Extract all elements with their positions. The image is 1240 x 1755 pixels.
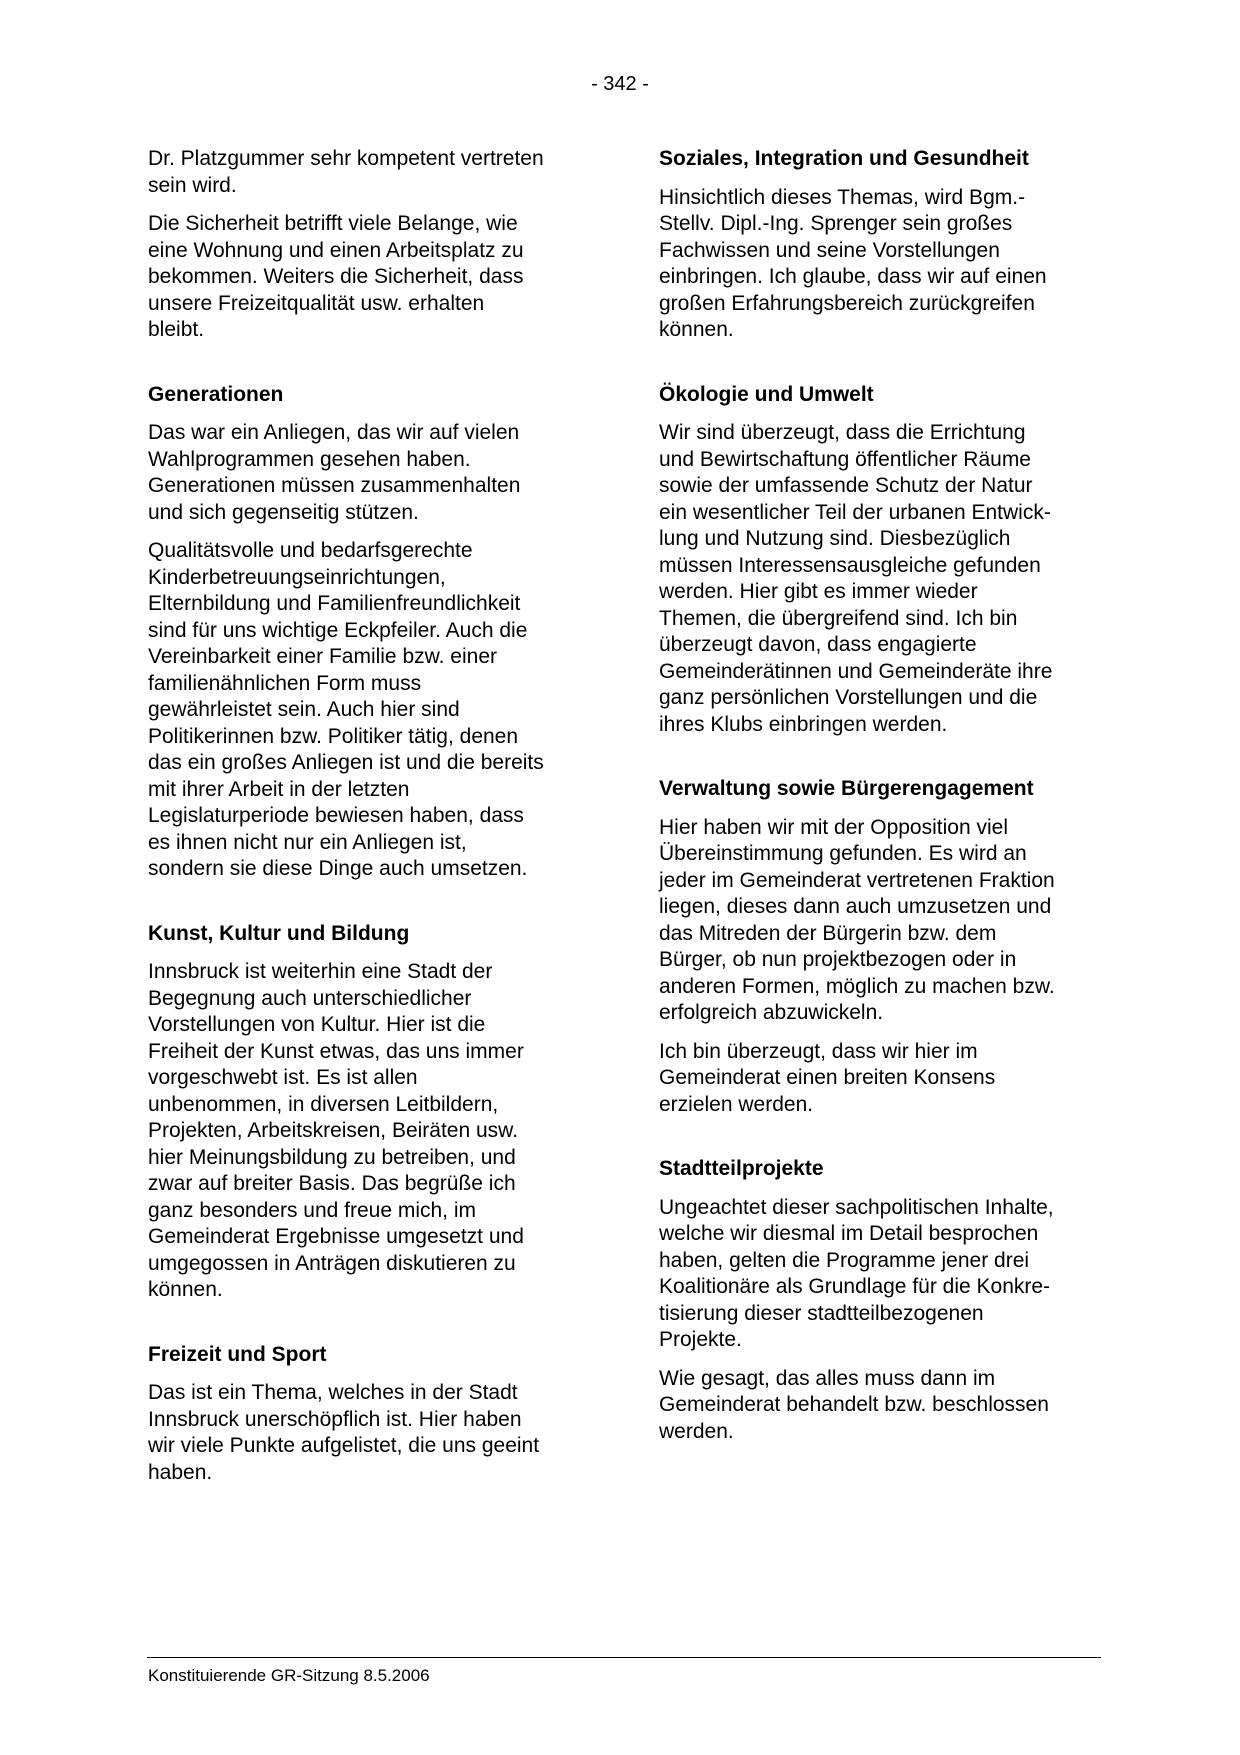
- section-soziales: [659, 146, 1104, 344]
- paragraph: Wie gesagt, das alles muss dann im Gemeinderat behandelt bzw. beschlossen werden.: [659, 1366, 1049, 1443]
- paragraph: Innsbruck ist weiterhin eine Stadt der Begegnung auch unterschiedlicher Vorstellungen von Kultur. Hier ist die Freiheit der Kunst etwas, das uns immer vorgeschwebt ist. Es ist allen unbenommen, in diversen Leitbildern, Projekten, Arbeitskreisen, Beiräten usw. hier Meinungsbildung zu betreiben, und zwar auf breiter Basis. Das begrüße ich ganz besonders und freue mich, im Gemeinderat Ergebnisse umgesetzt und umgegossen in Anträgen diskutieren zu können.: [148, 960, 524, 1301]
- paragraph: Hinsichtlich dieses Themas, wird Bgm.- Stellv. Dipl.-Ing. Sprenger sein großes Fachwissen und seine Vorstellungen einbringen. Ich glaube, dass wir auf einen großen Erfahrungsbereich zurückgreifen können.: [659, 185, 1047, 341]
- section-heading: Generationen: [148, 382, 284, 406]
- section-heading: Freizeit und Sport: [148, 1342, 327, 1366]
- paragraph: Wir sind überzeugt, dass die Errichtung und Bewirtschaftung öffentlicher Räume sowie der umfassende Schutz der Natur ein wesentlicher Teil der urbanen Entwick- lung und Nutzung sind. Diesbezüglich müssen Interessensausgleiche gefunden werden. Hier gibt es immer wieder Themen, die übergreifend sind. Ich bin überzeugt davon, dass engagierte Gemeinderätinnen und Gemeinderäte ihre ganz persönlichen Vorstellungen und die ihres Klubs einbringen werden.: [659, 421, 1053, 736]
- left-column: [148, 146, 588, 1498]
- paragraph: Ich bin überzeugt, dass wir hier im Gemeinderat einen breiten Konsens erzielen werden.: [659, 1039, 996, 1116]
- section-heading: Verwaltung sowie Bürgerengagement: [659, 777, 1034, 800]
- right-column: [659, 146, 1104, 1457]
- page-number: - 342 -: [591, 73, 649, 95]
- section-stadtteilprojekte: [659, 1156, 1104, 1445]
- paragraph: Ungeachtet dieser sachpolitischen Inhalte, welche wir diesmal im Detail besprochen haben, gelten die Programme jener drei Koalitionäre als Grundlage für die Konkre- tisierung dieser stadtteilbezogenen Projekte.: [659, 1195, 1054, 1351]
- paragraph: Das ist ein Thema, welches in der Stadt Innsbruck unerschöpflich ist. Hier haben wir viele Punkte aufgelistet, die uns geeint haben.: [148, 1381, 540, 1484]
- footer-divider: [147, 1657, 1101, 1658]
- section-oekologie: [659, 382, 1104, 739]
- paragraph: Die Sicherheit betrifft viele Belange, wie eine Wohnung und einen Arbeitsplatz zu bekommen. Weiters die Sicherheit, dass unsere Freizeitqualität usw. erhalten bleibt.: [148, 212, 524, 341]
- section-heading: Ökologie und Umwelt: [659, 382, 874, 406]
- paragraph: Hier haben wir mit der Opposition viel Übereinstimmung gefunden. Es wird an jeder im Gemeinderat vertretenen Fraktion liegen, dieses dann auch umzusetzen und das Mitreden der Bürgerin bzw. dem Bürger, ob nun projektbezogen oder in anderen Formen, möglich zu machen bzw. erfolgreich abzuwickeln.: [659, 815, 1055, 1024]
- paragraph: Das war ein Anliegen, das wir auf vielen Wahlprogrammen gesehen haben. Generationen müssen zusammenhalten und sich gegenseitig stützen.: [148, 421, 521, 524]
- section-heading: Kunst, Kultur und Bildung: [148, 921, 410, 945]
- footer-text: Konstituierende GR-Sitzung 8.5.2006: [148, 1666, 430, 1685]
- section-freizeit-sport: [148, 1342, 588, 1487]
- section-verwaltung: [659, 776, 1104, 1118]
- paragraph: Qualitätsvolle und bedarfsgerechte Kinderbetreuungseinrichtungen, Elternbildung und Familienfreundlichkeit sind für uns wichtige Eckpfeiler. Auch die Vereinbarkeit einer Familie bzw. einer familienähnlichen Form muss gewährleistet sein. Auch hier sind Politikerinnen bzw. Politiker tätig, denen das ein großes Anliegen ist und die bereits mit ihrer Arbeit in der letzten Legislaturperiode bewiesen haben, dass es ihnen nicht nur ein Anliegen ist, sondern sie diese Dinge auch umsetzen.: [148, 539, 544, 880]
- section-heading: Stadtteilprojekte: [659, 1157, 824, 1180]
- section-heading: Soziales, Integration und Gesundheit: [659, 147, 1029, 170]
- paragraph: Dr. Platzgummer sehr kompetent vertreten sein wird.: [148, 147, 544, 197]
- section-generationen: [148, 382, 588, 883]
- section-kunst-kultur-bildung: [148, 921, 588, 1304]
